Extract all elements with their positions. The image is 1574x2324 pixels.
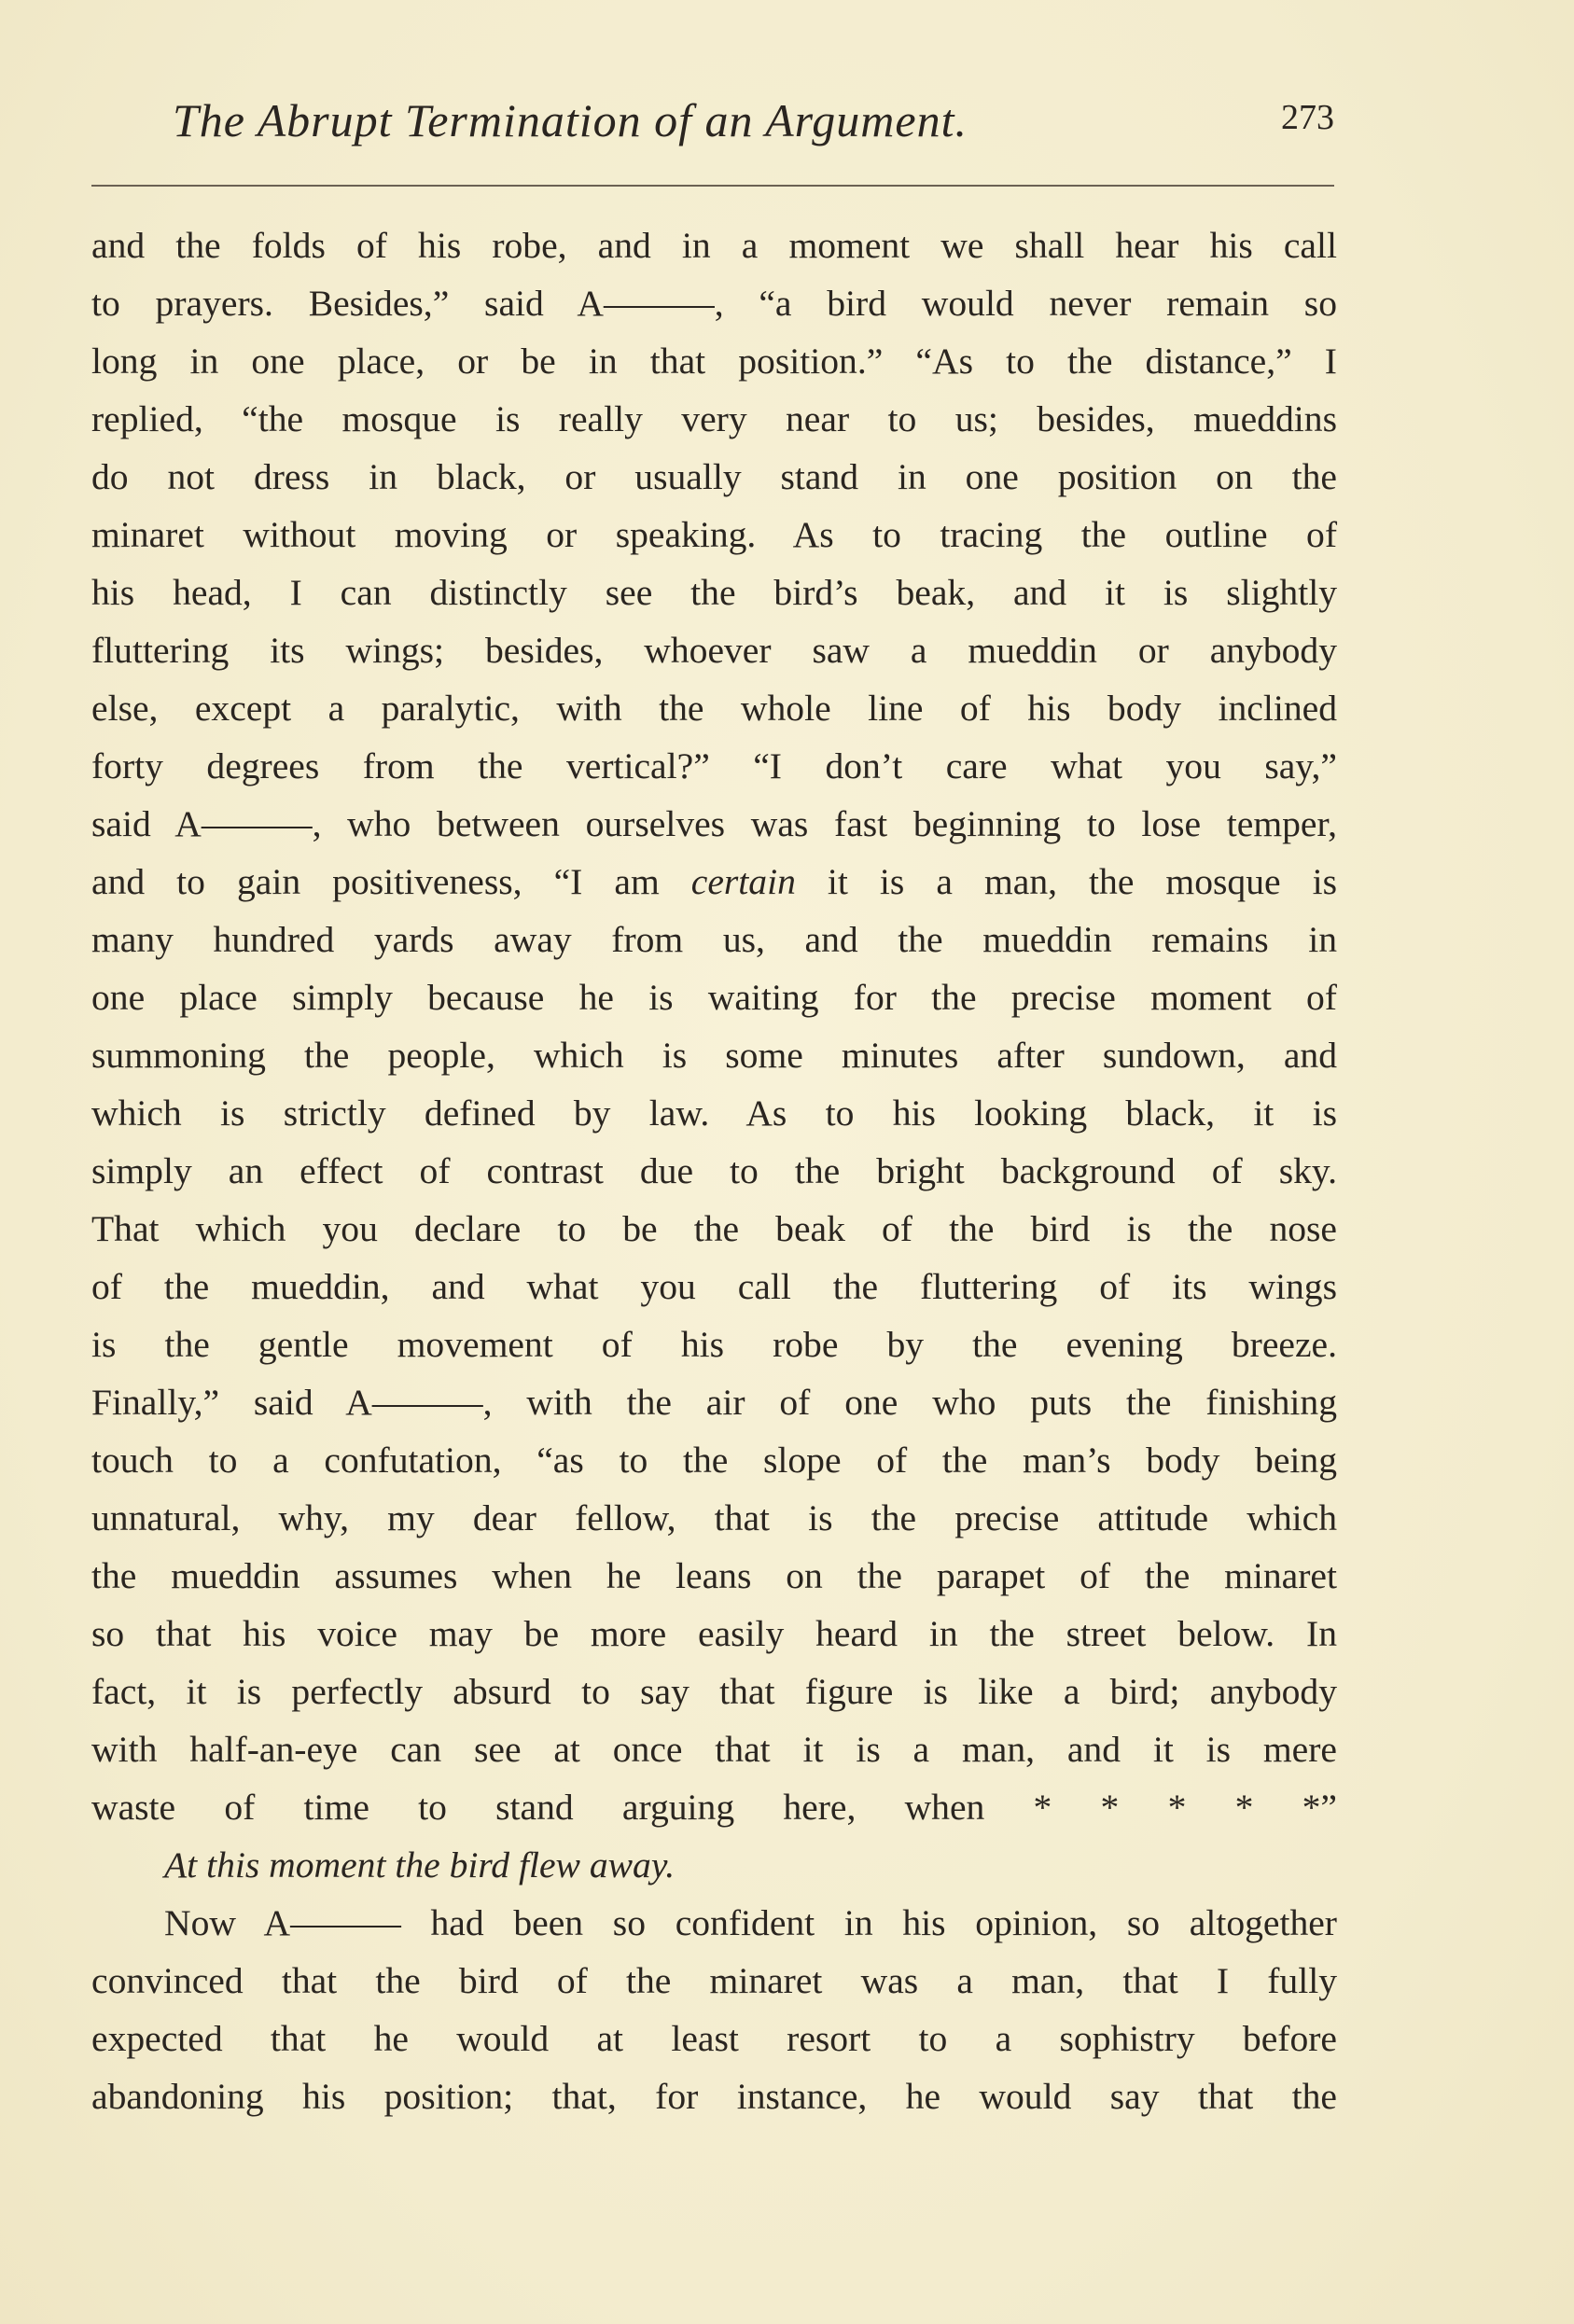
page-header — [173, 93, 1334, 168]
text-line: fact, it is perfectly absurd to say that figure is like a bird; anybody — [91, 1671, 1337, 1712]
text-line: long in one place, or be in that position.” “As to the distance,” I — [91, 341, 1337, 382]
text-line: so that his voice may be more easily heard in the street below. In — [91, 1613, 1337, 1654]
text-line: forty degrees from the vertical?” “I don’t care what you say,” — [91, 745, 1337, 786]
text-line: touch to a confutation, “as to the slope of the man’s body being — [91, 1440, 1337, 1481]
text-segment: it is a man, the mosque is — [795, 861, 1337, 902]
page-number: 273 — [1281, 98, 1334, 137]
text-line: do not dress in black, or usually stand in one position on the — [91, 456, 1337, 497]
text-line: abandoning his position; that, for instance, he would say that the — [91, 2076, 1337, 2117]
text-line: minaret without moving or speaking. As to tracing the outline of — [91, 514, 1337, 555]
text-line: simply an effect of contrast due to the bright background of sky. — [91, 1150, 1337, 1191]
text-line: with half-an-eye can see at once that it is a man, and it is mere — [91, 1729, 1337, 1770]
text-line: Finally,” said A———, with the air of one who puts the finishing — [91, 1382, 1337, 1423]
text-line: the mueddin assumes when he leans on the parapet of the minaret — [91, 1555, 1337, 1596]
text-line: and the folds of his robe, and in a moment we shall hear his call — [91, 225, 1337, 266]
text-line: summoning the people, which is some minutes after sundown, and — [91, 1035, 1337, 1076]
header-rule — [91, 185, 1334, 187]
text-line: of the mueddin, and what you call the fluttering of its wings — [91, 1266, 1337, 1307]
text-line: convinced that the bird of the minaret was a man, that I fully — [91, 1960, 1337, 2001]
text-line: unnatural, why, my dear fellow, that is the precise attitude which — [91, 1497, 1337, 1538]
text-line: Now A——— had been so confident in his opinion, so altogether — [164, 1902, 1337, 1943]
text-line: That which you declare to be the beak of the bird is the nose — [91, 1208, 1337, 1249]
text-line: replied, “the mosque is really very near to us; besides, mueddins — [91, 398, 1337, 439]
emphasized-word: certain — [690, 861, 796, 902]
text-line: said A———, who between ourselves was fast beginning to lose temper, — [91, 803, 1337, 844]
text-line: which is strictly defined by law. As to his looking black, it is — [91, 1092, 1337, 1134]
body-text — [91, 216, 1337, 2125]
text-line: waste of time to stand arguing here, when * * * * *” — [91, 1787, 1337, 1828]
text-line: is the gentle movement of his robe by the evening breeze. — [91, 1324, 1337, 1365]
text-line: to prayers. Besides,” said A———, “a bird would never remain so — [91, 283, 1337, 324]
text-line: else, except a paralytic, with the whole line of his body inclined — [91, 688, 1337, 729]
text-line: many hundred yards away from us, and the mueddin remains in — [91, 919, 1337, 960]
text-line: expected that he would at least resort to a sophistry before — [91, 2018, 1337, 2059]
italic-text-line: At this moment the bird flew away. — [164, 1844, 676, 1886]
text-segment: and to gain positiveness, “I am — [91, 861, 691, 902]
text-line: his head, I can distinctly see the bird’s beak, and it is slightly — [91, 572, 1337, 613]
text-line: one place simply because he is waiting for the precise moment of — [91, 977, 1337, 1018]
text-line: fluttering its wings; besides, whoever saw a mueddin or anybody — [91, 630, 1337, 671]
running-title: The Abrupt Termination of an Argument. — [173, 94, 968, 146]
text-line-emphasis — [91, 853, 1337, 911]
